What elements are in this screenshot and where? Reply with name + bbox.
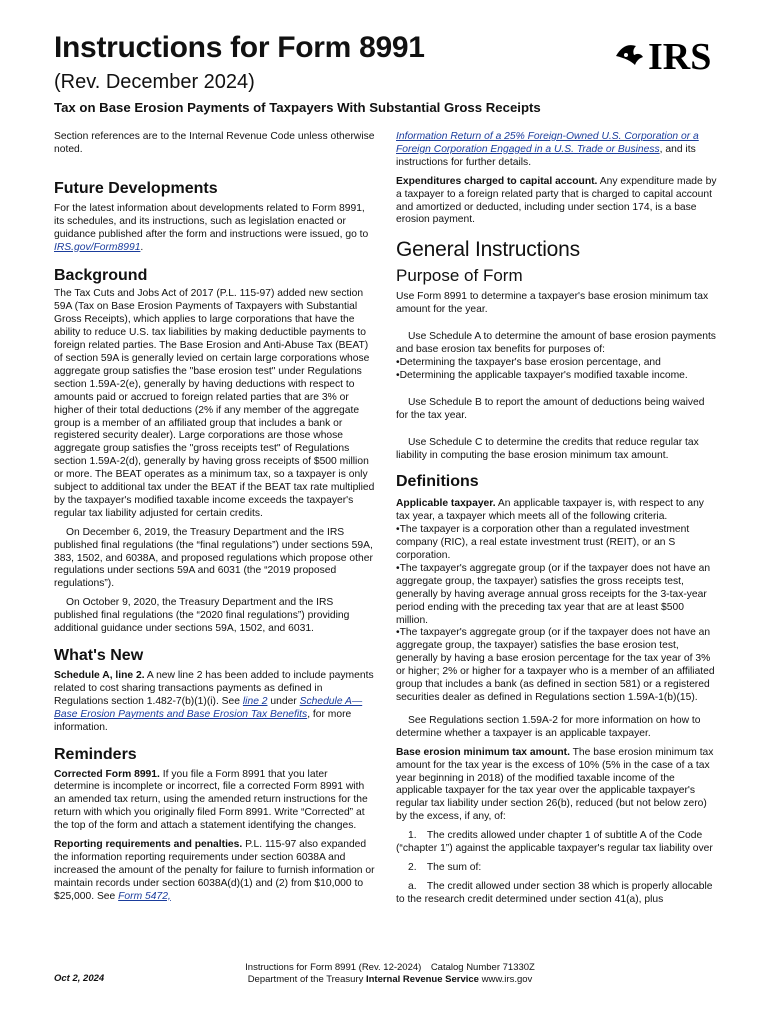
expenditures-paragraph [396,176,718,228]
bemt-paragraph [396,747,718,824]
expenditures-lead: Expenditures charged to capital account. [396,175,598,187]
applicable-bullet-1: •The taxpayer is a corporation other than a regulated investment company (RIC), a real estate investment trust (REIT), or an S corporation. [396,524,690,562]
applicable-bullet-2: •The taxpayer's aggregate group (or if the taxpayer does not have an aggregate group, the taxpayer) satisfies the gross receipts test, generally by having average annual gross receipts for the 3-tax-year period ending with the preceding tax year that are at least $500 million. [396,562,711,626]
reminders-heading: Reminders [54,745,137,763]
purpose-bullet-1: •Determining the taxpayer's base erosion percentage, and [396,356,661,368]
applicable-taxpayer-paragraph [396,498,718,524]
footer-line-1: Instructions for Form 8991 (Rev. 12-2024) Catalog Number 71330Z [245,962,535,973]
purpose-paragraph-4: Use Schedule C to determine the credits that reduce regular tax liability in computing the base erosion minimum tax amount. [396,436,699,461]
future-developments-heading: Future Developments [54,179,218,197]
footer-info [200,962,580,986]
page-title: Instructions for Form 8991 [54,31,425,64]
whats-new-text-3: , for more information. [54,708,352,733]
form-subtitle: Tax on Base Erosion Payments of Taxpayers With Substantial Gross Receipts [54,100,541,115]
continued-text: , and its instructions for further details. [396,143,696,168]
purpose-bullet-2: •Determining the applicable taxpayer's modified taxable income. [396,369,688,381]
whats-new-paragraph [54,670,376,735]
whats-new-heading: What's New [54,647,144,664]
reporting-lead: Reporting requirements and penalties. [54,839,243,851]
background-paragraph-3: On October 9, 2020, the Treasury Department and the IRS published final regulations (the “2020 final regulations”) providing additional guidance under sections 59A, 1502, and 6031. [54,597,350,635]
whats-new-text-2: under [270,695,297,707]
irs-form8991-link[interactable]: IRS.gov/Form8991 [54,241,141,253]
applicable-see-text: See Regulations section 1.59A-2 for more information on how to determine whether a taxpayer is an applicable taxpayer. [396,714,701,739]
applicable-taxpayer-text: An applicable taxpayer is, with respect to any tax year, a taxpayer which meets all of the following criteria. [396,498,704,523]
background-paragraph-2: On December 6, 2019, the Treasury Department and the IRS published final regulations (the “final regulations”) under sections 59A, 383, 1502, and 6038A, and proposed regulations which propose other regulations under sections 59A and 6031 (the “2019 proposed regulations”). [54,526,373,590]
background-paragraph-1: The Tax Cuts and Jobs Act of 2017 (P.L. 115-97) added new section 59A (Tax on Base Erosion Payments of Taxpayers with Substantial Gross Receipts), which applies to large corporations that have the ability to reduce U.S. tax liabilities by making deductible payments to foreign related parties. The Base Erosion and Anti-Abuse Tax (BEAT) of section 59A is generally levied on certain large corporations whose aggregate group satisfies the "base erosion test" under Regulations section 1.59A-2(e), generally by having deductions with respect to amounts paid or accrued to foreign related parties that are 3% or higher of their total deductions (2% if any member of the aggregate group is a member of an affiliated group that includes a bank or registered security dealer). Large corporations are those whose aggregate group satisfies the "gross receipts test" of Regulations section 1.59A-2(d), generally by having gross receipts of $500 million or more. The BEAT operates as a minimum tax, so a taxpayer is only subject to additional tax under the BEAT if the BEAT tax rate multiplied by the taxpayer's modified taxable income exceeds the taxpayer's regular tax liability adjusted for certain credits. [54,288,375,519]
corrected-form-text: If you file a Form 8991 that you later determine is incomplete or incorrect, file a corrected Form 8991 with an amended tax return, using the amended return instructions for the return with which you originally filed Form 8991. Write “Corrected” at the top of the form and attach a statement identifying the changes. [54,768,368,832]
left-column [54,131,376,910]
corrected-form-lead: Corrected Form 8991. [54,768,160,780]
background-heading: Background [54,267,148,285]
whats-new-lead: Schedule A, line 2. [54,670,145,681]
bemt-item-a: a. The credit allowed under section 38 which is properly allocable to the research credit determined under section 41(a), plus [396,880,713,905]
reporting-text: P.L. 115-97 also expanded the information reporting requirements under section 6038A and increased the amount of the penalty for failure to furnish information or maintain records under section 6038A(d)(1) and (2) from $10,000 to $25,000. See [54,839,375,902]
general-instructions-heading: General Instructions [396,238,580,262]
purpose-heading: Purpose of Form [396,266,523,286]
bemt-text: The base erosion minimum tax amount for the tax year is the excess of 10% (5% in the case of a tax year beginning in 2018) of the modified taxable income of the applicable taxpayer for the tax year over the applicable taxpayer's regular tax liability under section 26(b), reduced (but not below zero) by the excess, if any, of: [396,746,714,823]
definitions-heading: Definitions [396,473,479,491]
purpose-paragraph-1: Use Form 8991 to determine a taxpayer's base erosion minimum tax amount for the year. [396,291,709,316]
bemt-item-1: 1. The credits allowed under chapter 1 of subtitle A of the Code (“chapter 1”) against the applicable taxpayer's regular tax liability over [396,830,713,855]
irs-logo [612,36,724,74]
purpose-paragraph-2: Use Schedule A to determine the amount of base erosion payments and base erosion tax benefits for purposes of: [396,331,716,356]
footer-line-2: Department of the Treasury Internal Revenue Service www.irs.gov [247,974,533,985]
intro-text: Section references are to the Internal Revenue Code unless otherwise noted. [54,131,375,155]
footer-date: Oct 2, 2024 [54,973,105,984]
bemt-lead: Base erosion minimum tax amount. [396,746,570,758]
applicable-taxpayer-lead: Applicable taxpayer. [396,498,496,510]
reporting-paragraph [54,839,376,904]
revision-date: (Rev. December 2024) [54,71,255,93]
irs-logo-text: IRS [648,36,712,74]
future-text: For the latest information about developments related to Form 8991, its schedules, and its instructions, such as legislation enacted or guidance published after the form and instructions were issued, go to [54,202,369,240]
corrected-form-paragraph [54,769,376,834]
right-column [396,131,718,913]
line-2-link[interactable]: line 2 [242,695,268,707]
continued-paragraph [396,131,718,170]
bemt-item-2: 2. The sum of: [408,861,482,873]
whats-new-text-1: A new line 2 has been added to include payments related to cost sharing transactions payments as defined in Regulations section 1.482-7(b)(1)(i). See [54,670,374,707]
future-developments-text: For the latest information about developments related to Form 8991, its schedules, and its instructions, such as legislation enacted or guidance published after the form and instructions were issued, go to IRS.gov/Form8991. [54,202,369,253]
purpose-paragraph-3: Use Schedule B to report the amount of deductions being waived for the tax year. [396,396,705,421]
schedule-a-link[interactable]: Schedule A—Base Erosion Payments and Base Erosion Tax Benefits [54,695,363,720]
form-5472-link[interactable]: Form 5472, [118,890,171,902]
form-5472-title-link[interactable]: Information Return of a 25% Foreign-Owned U.S. Corporation or a Foreign Corporation Engaged in a U.S. Trade or Business [396,131,699,155]
expenditures-text: Any expenditure made by a taxpayer to a foreign related party that is charged to capital account and amortized or deducted, including under section 174, is a base erosion payment. [396,175,717,226]
applicable-bullet-3: •The taxpayer's aggregate group (or if the taxpayer does not have an aggregate group, the taxpayer) satisfies the base erosion test, generally by having a base erosion percentage for the tax year of 3% or higher; 2% or higher for a taxpayer who is a member of an affiliated group that includes a bank (as defined in section 581) or a registered securities dealer as defined in Regulations section 1.59A-1(b)(15). [396,627,715,703]
